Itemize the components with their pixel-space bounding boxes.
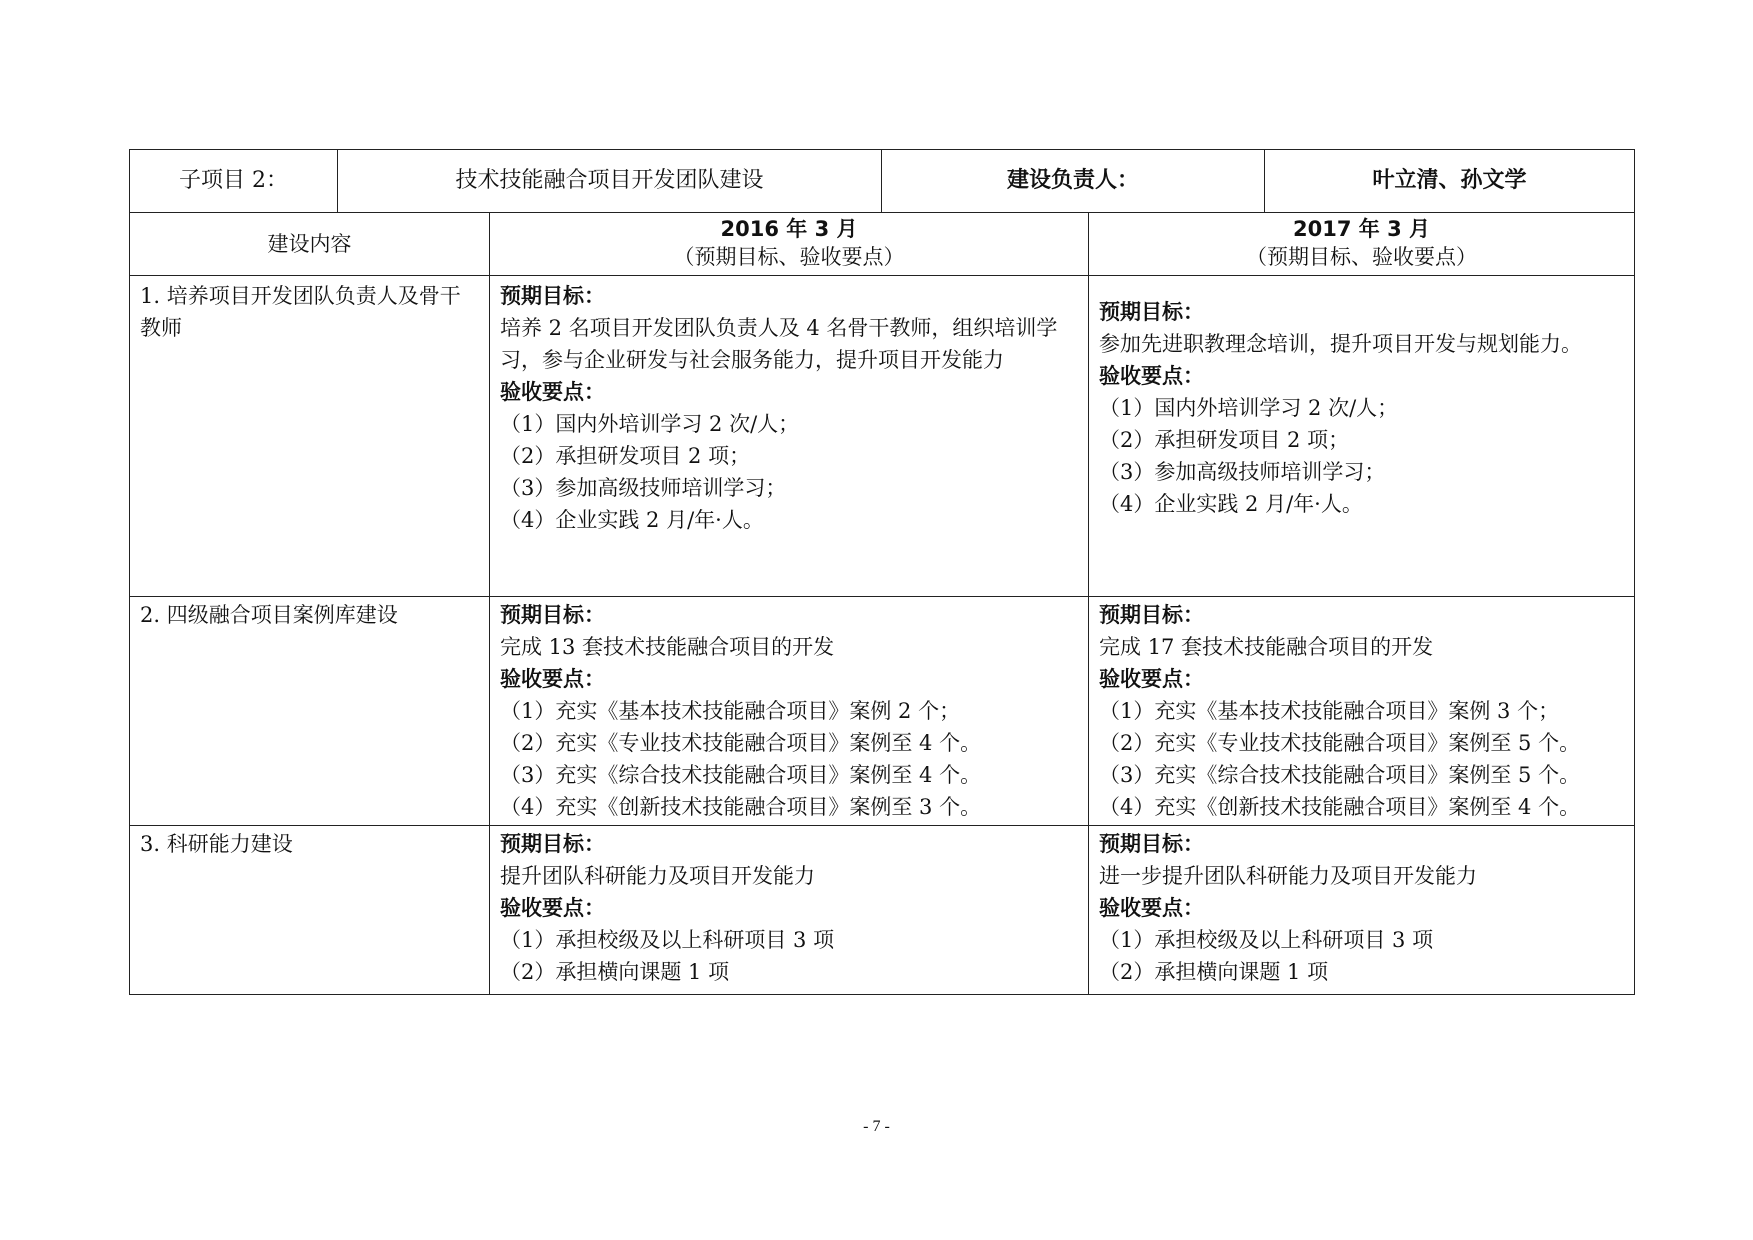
check-point: （2）充实《专业技术技能融合项目》案例至 4 个。 bbox=[500, 731, 982, 755]
check-point: （4）企业实践 2 月/年·人。 bbox=[500, 508, 764, 532]
leader-names: 叶立清、孙文学 bbox=[1265, 150, 1635, 213]
goal-label: 预期目标： bbox=[500, 284, 605, 308]
check-point: （3）参加高级技师培训学习； bbox=[1099, 460, 1386, 484]
construction-item: 2. 四级融合项目案例库建设 bbox=[130, 597, 490, 826]
table-header-row bbox=[130, 150, 1635, 213]
goal-label: 预期目标： bbox=[1099, 300, 1205, 324]
check-point: （1）国内外培训学习 2 次/人； bbox=[1099, 396, 1399, 420]
check-point: （1）承担校级及以上科研项目 3 项 bbox=[1099, 928, 1434, 952]
check-point: （2）承担研发项目 2 项； bbox=[1099, 428, 1350, 452]
goal-text: 参加先进职教理念培训，提升项目开发与规划能力。 bbox=[1099, 332, 1583, 356]
goal-label: 预期目标： bbox=[1099, 832, 1205, 856]
cell-2017 bbox=[1089, 276, 1635, 597]
period-2016-title: 2016 年 3 月 bbox=[720, 217, 858, 241]
page-number: - 7 - bbox=[863, 1118, 890, 1135]
table-row bbox=[130, 597, 1635, 826]
leader-label: 建设负责人： bbox=[882, 150, 1265, 213]
goal-text: 进一步提升团队科研能力及项目开发能力 bbox=[1099, 864, 1478, 888]
table-row bbox=[130, 276, 1635, 597]
check-point: （1）承担校级及以上科研项目 3 项 bbox=[500, 928, 835, 952]
goal-label: 预期目标： bbox=[500, 832, 605, 856]
check-point: （2）充实《专业技术技能融合项目》案例至 5 个。 bbox=[1099, 731, 1581, 755]
goal-text: 提升团队科研能力及项目开发能力 bbox=[500, 864, 815, 888]
period-2016-header bbox=[490, 213, 1089, 276]
goal-text: 完成 13 套技术技能融合项目的开发 bbox=[500, 635, 835, 659]
goal-label: 预期目标： bbox=[500, 603, 605, 627]
construction-item: 1. 培养项目开发团队负责人及骨干教师 bbox=[130, 276, 490, 597]
check-point: （3）充实《综合技术技能融合项目》案例至 5 个。 bbox=[1099, 763, 1581, 787]
check-point: （3）参加高级技师培训学习； bbox=[500, 476, 787, 500]
check-point: （2）承担研发项目 2 项； bbox=[500, 444, 751, 468]
cell-2016 bbox=[490, 276, 1089, 597]
goal-text: 完成 17 套技术技能融合项目的开发 bbox=[1099, 635, 1434, 659]
check-point: （1）充实《基本技术技能融合项目》案例 3 个； bbox=[1099, 699, 1560, 723]
check-label: 验收要点： bbox=[1099, 364, 1205, 388]
subproject-label: 子项目 2： bbox=[130, 150, 338, 213]
period-2017-title: 2017 年 3 月 bbox=[1293, 217, 1431, 241]
column-header-row bbox=[130, 213, 1635, 276]
check-point: （2）承担横向课题 1 项 bbox=[500, 960, 730, 984]
check-point: （2）承担横向课题 1 项 bbox=[1099, 960, 1329, 984]
check-point: （4）企业实践 2 月/年·人。 bbox=[1099, 492, 1363, 516]
check-point: （4）充实《创新技术技能融合项目》案例至 4 个。 bbox=[1099, 795, 1581, 819]
cell-2017 bbox=[1089, 597, 1635, 826]
check-label: 验收要点： bbox=[500, 380, 605, 404]
cell-2017 bbox=[1089, 826, 1635, 995]
check-label: 验收要点： bbox=[1099, 896, 1205, 920]
check-point: （1）国内外培训学习 2 次/人； bbox=[500, 412, 800, 436]
content-column-header: 建设内容 bbox=[130, 213, 490, 276]
check-label: 验收要点： bbox=[500, 667, 605, 691]
check-point: （1）充实《基本技术技能融合项目》案例 2 个； bbox=[500, 699, 961, 723]
table-row bbox=[130, 826, 1635, 995]
period-2017-subtitle: （预期目标、验收要点） bbox=[1246, 245, 1478, 269]
subproject-name: 技术技能融合项目开发团队建设 bbox=[338, 150, 882, 213]
goal-label: 预期目标： bbox=[1099, 603, 1205, 627]
check-label: 验收要点： bbox=[500, 896, 605, 920]
period-2016-subtitle: （预期目标、验收要点） bbox=[673, 245, 905, 269]
goal-text: 培养 2 名项目开发团队负责人及 4 名骨干教师，组织培训学习，参与企业研发与社会服务能力，提升项目开发能力 bbox=[500, 316, 1058, 372]
cell-2016 bbox=[490, 597, 1089, 826]
construction-item: 3. 科研能力建设 bbox=[130, 826, 490, 995]
check-point: （4）充实《创新技术技能融合项目》案例至 3 个。 bbox=[500, 795, 982, 819]
construction-plan-table bbox=[129, 149, 1635, 995]
cell-2016 bbox=[490, 826, 1089, 995]
check-point: （3）充实《综合技术技能融合项目》案例至 4 个。 bbox=[500, 763, 982, 787]
period-2017-header bbox=[1089, 213, 1635, 276]
check-label: 验收要点： bbox=[1099, 667, 1205, 691]
